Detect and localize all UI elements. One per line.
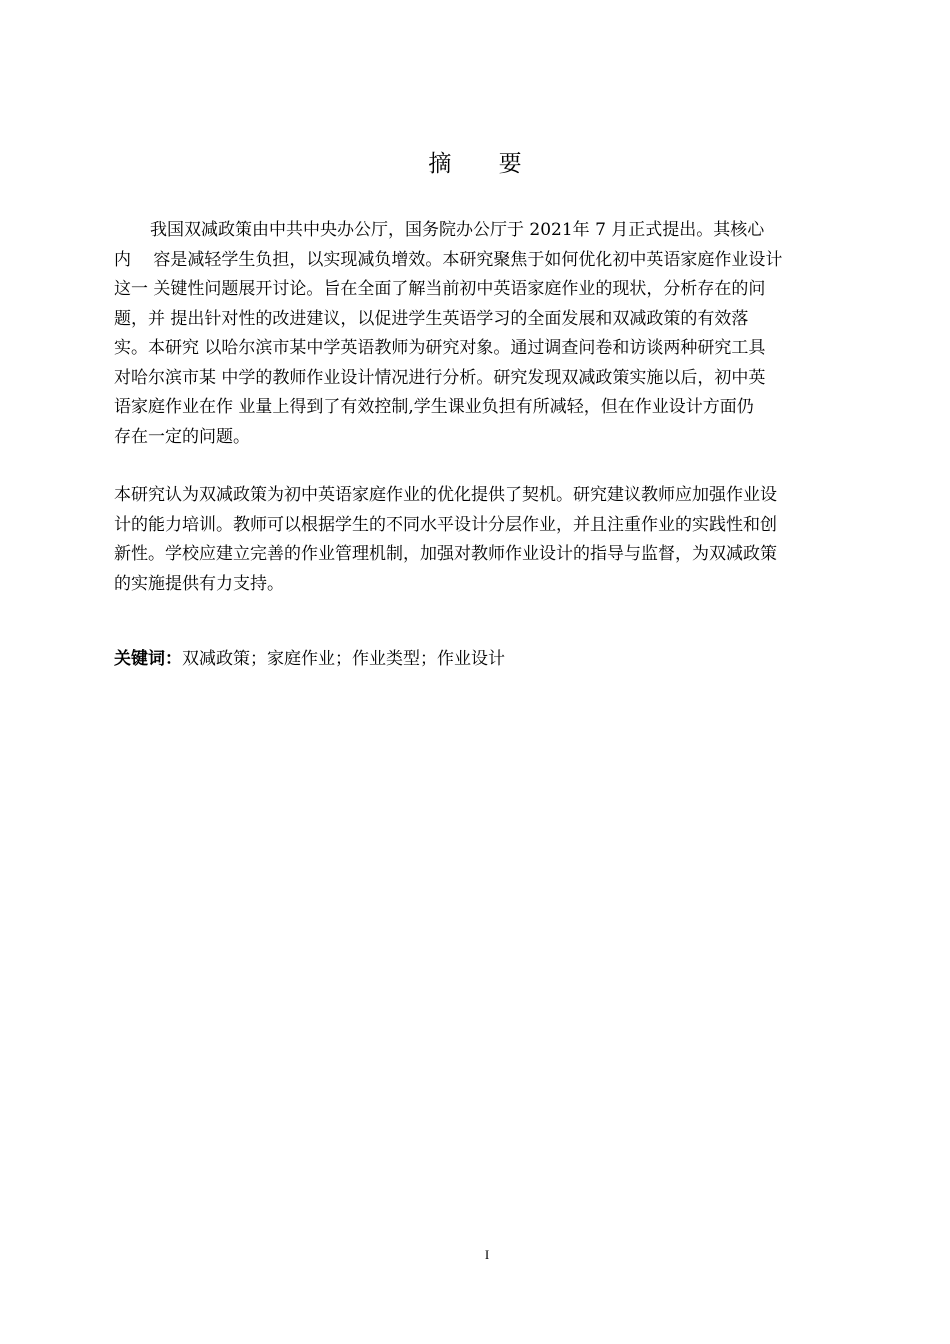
- text-line: 我国双减政策由中共中央办公厅，国务院办公厅于 2021年 7 月正式提出。其核心: [150, 220, 765, 240]
- text-line: 的实施提供有力支持。: [114, 573, 284, 594]
- text-line: 对哈尔滨市某 中学的教师作业设计情况进行分析。研究发现双减政策实施以后，初中英: [114, 367, 766, 388]
- text-line: 语家庭作业在作 业量上得到了有效控制,学生课业负担有所减轻，但在作业设计方面仍: [114, 397, 754, 417]
- keywords-label: 关键词：: [114, 649, 182, 669]
- keywords: [114, 645, 505, 674]
- keywords-value: 双减政策；家庭作业；作业类型；作业设计: [182, 649, 505, 669]
- text-line: 实。本研究 以哈尔滨市某中学英语教师为研究对象。通过调查问卷和访谈两种研究工具: [114, 338, 766, 358]
- text-line: 这一 关键性问题展开讨论。旨在全面了解当前初中英语家庭作业的现状，分析存在的问: [114, 279, 766, 299]
- text-line: 题，并 提出针对性的改进建议，以促进学生英语学习的全面发展和双减政策的有效落: [114, 308, 749, 329]
- text-line: 存在一定的问题。: [114, 426, 250, 447]
- page-number: I: [484, 1247, 490, 1262]
- abstract-paragraph-2: [114, 481, 860, 599]
- text-line: 本研究认为双减政策为初中英语家庭作业的优化提供了契机。研究建议教师应加强作业设: [114, 485, 777, 505]
- text-line: 计的能力培训。教师可以根据学生的不同水平设计分层作业，并且注重作业的实践性和创: [114, 514, 777, 535]
- abstract-paragraph-1: [114, 216, 860, 452]
- text-line: 内 容是减轻学生负担，以实现减负增效。本研究聚焦于如何优化初中英语家庭作业设计: [114, 249, 783, 270]
- text-line: 新性。学校应建立完善的作业管理机制，加强对教师作业设计的指导与监督，为双减政策: [114, 544, 777, 564]
- page-title: 摘 要: [428, 151, 542, 177]
